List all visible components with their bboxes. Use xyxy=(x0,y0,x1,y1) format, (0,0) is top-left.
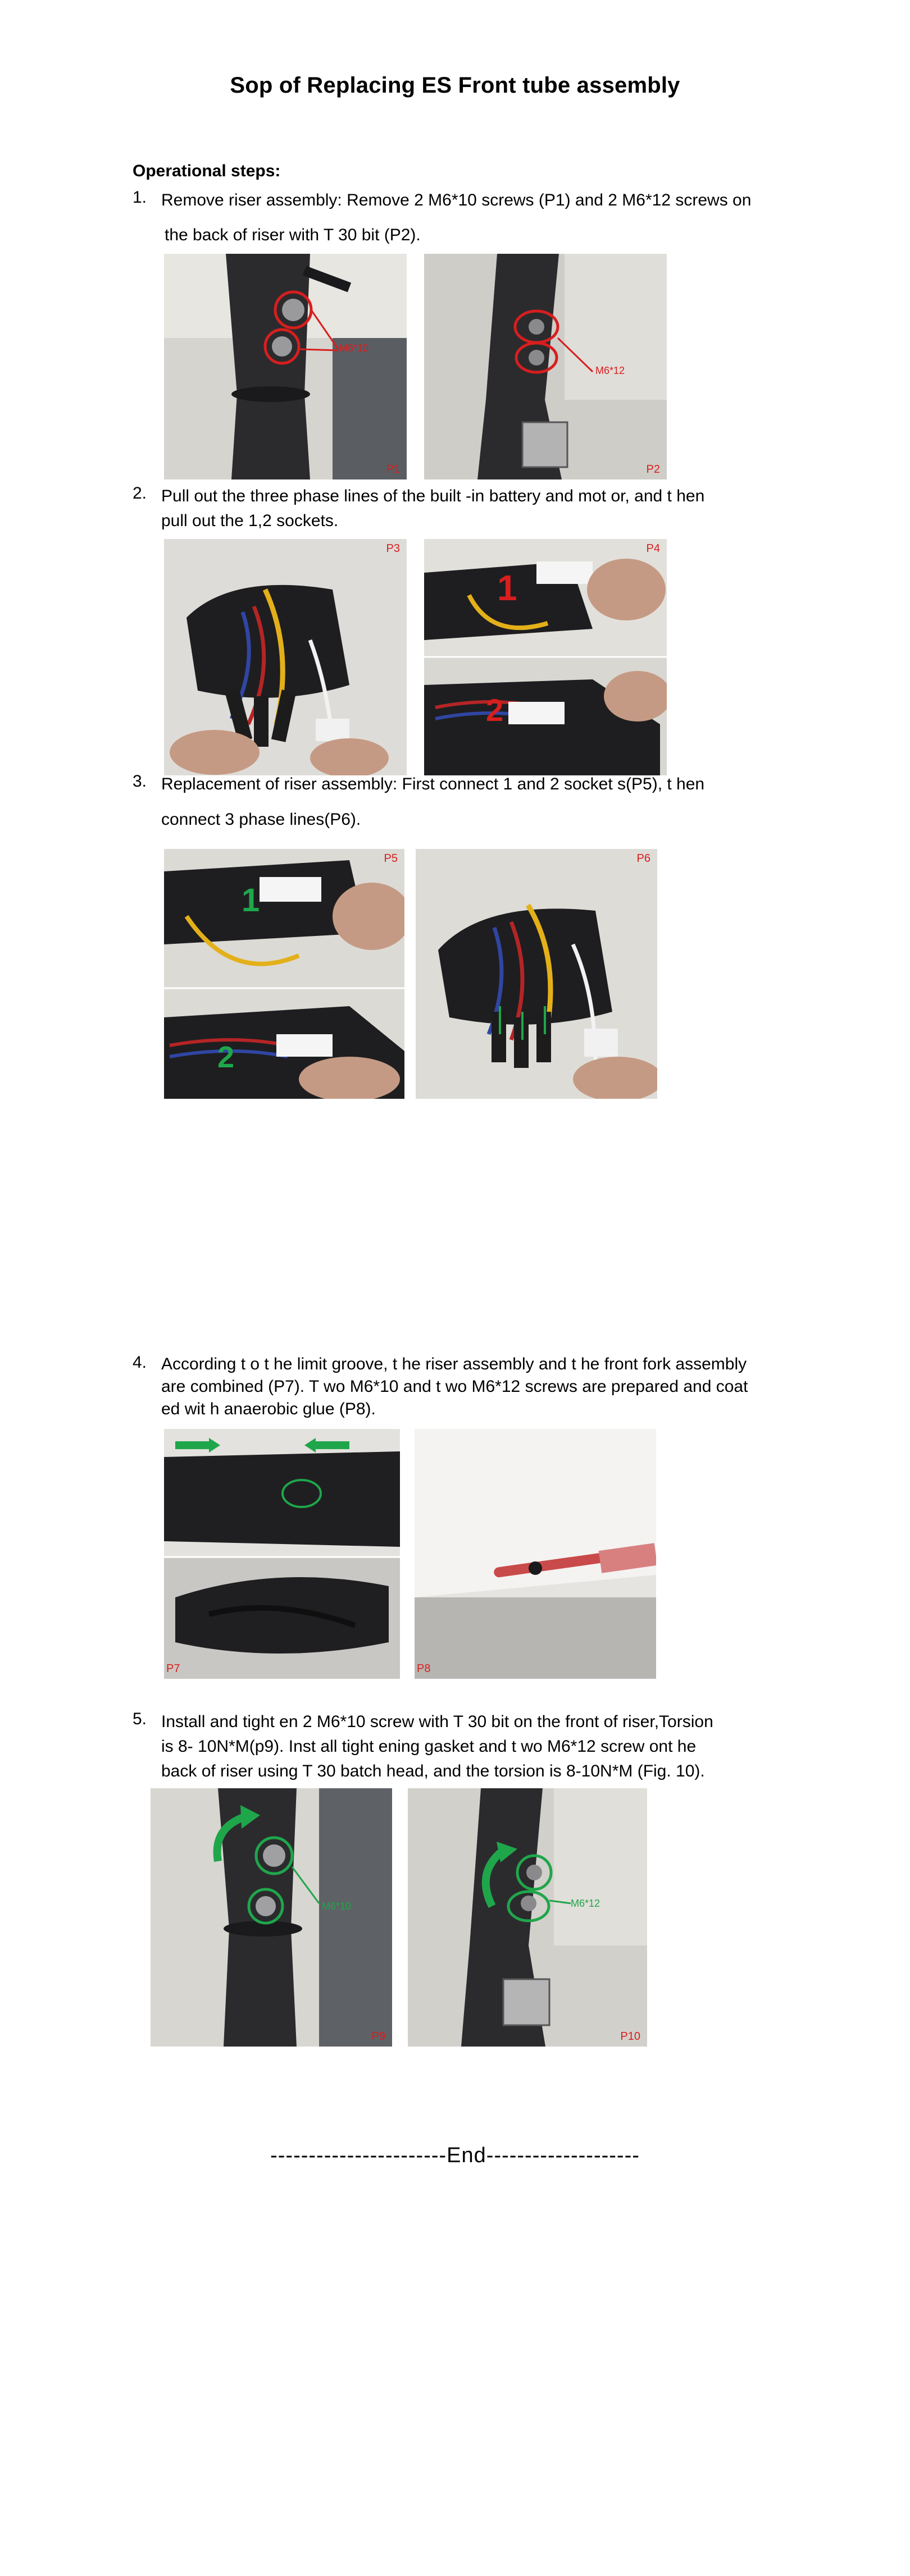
photo-label: P10 xyxy=(620,2030,640,2043)
step-text-line: Replacement of riser assembly: First connect 1 and 2 socket s(P5), t hen xyxy=(161,775,705,793)
photo-p2 xyxy=(424,254,667,479)
step-text-line: is 8- 10N*M(p9). Inst all tight ening gasket and t wo M6*12 screw ont he xyxy=(161,1737,697,1756)
photo-annotation: 1 xyxy=(497,568,517,608)
step-text-line: Pull out the three phase lines of the built -in battery and mot or, and t hen xyxy=(161,487,705,505)
photo-annotation: 2 xyxy=(486,692,504,728)
photo-label: P6 xyxy=(636,852,650,865)
step-number: 4. xyxy=(133,1353,147,1372)
step-text-line: Install and tight en 2 M6*10 screw with T 30 bit on the front of riser,Torsion xyxy=(161,1712,713,1731)
page-title: Sop of Replacing ES Front tube assembly xyxy=(230,73,680,98)
photo-label: P5 xyxy=(384,852,398,865)
photo-p10 xyxy=(408,1788,647,2047)
photo-p7-image xyxy=(164,1429,400,1679)
step-number: 3. xyxy=(133,772,147,791)
step-text-line: the back of riser with T 30 bit (P2). xyxy=(165,226,421,244)
photo-p3-image xyxy=(164,539,407,775)
photo-label: P7 xyxy=(166,1662,180,1675)
photo-p5 xyxy=(164,849,404,1099)
photo-p3 xyxy=(164,539,407,775)
photo-annotation: M6*12 xyxy=(595,365,625,376)
end-line: -----------------------End-------------------- xyxy=(270,2144,640,2167)
step-text-line: connect 3 phase lines(P6). xyxy=(161,810,361,829)
step-number: 2. xyxy=(133,484,147,503)
step-text-line: pull out the 1,2 sockets. xyxy=(161,511,339,530)
photo-annotation: M6*10 xyxy=(322,1901,352,1912)
photo-annotation: M6*10 xyxy=(339,342,369,354)
step-text-line: ed wit h anaerobic glue (P8). xyxy=(161,1400,376,1418)
step-text-line: According t o t he limit groove, t he riser assembly and t he front fork assembly xyxy=(161,1355,747,1373)
photo-p5-image xyxy=(164,849,404,1099)
photo-p8-image xyxy=(415,1429,656,1679)
photo-p4-image xyxy=(424,539,667,775)
step-text-line: are combined (P7). T wo M6*10 and t wo M6*12 screws are prepared and coat xyxy=(161,1377,748,1396)
photo-p8 xyxy=(415,1429,656,1679)
photo-p6 xyxy=(416,849,657,1099)
photo-p1 xyxy=(164,254,407,479)
photo-p4 xyxy=(424,539,667,775)
photo-p7 xyxy=(164,1429,400,1679)
step-text-line: back of riser using T 30 batch head, and the torsion is 8-10N*M (Fig. 10). xyxy=(161,1762,705,1780)
photo-p9-image xyxy=(151,1788,392,2047)
photo-annotation: 2 xyxy=(217,1040,235,1074)
photo-p6-image xyxy=(416,849,657,1099)
photo-p1-image xyxy=(164,254,407,479)
photo-label: P4 xyxy=(646,542,660,555)
step-text-line: Remove riser assembly: Remove 2 M6*10 screws (P1) and 2 M6*12 screws on xyxy=(161,191,752,209)
photo-annotation: 1 xyxy=(242,882,260,919)
section-heading: Operational steps: xyxy=(133,162,281,180)
photo-label: P1 xyxy=(386,463,400,476)
photo-annotation: M6*12 xyxy=(571,1898,600,1909)
photo-label: P3 xyxy=(386,542,400,555)
step-number: 1. xyxy=(133,188,147,207)
photo-label: P2 xyxy=(646,463,660,476)
photo-p9 xyxy=(151,1788,392,2047)
photo-label: P8 xyxy=(417,1662,431,1675)
step-number: 5. xyxy=(133,1710,147,1728)
photo-p2-image xyxy=(424,254,667,479)
photo-p10-image xyxy=(408,1788,647,2047)
photo-label: P9 xyxy=(371,2030,385,2043)
